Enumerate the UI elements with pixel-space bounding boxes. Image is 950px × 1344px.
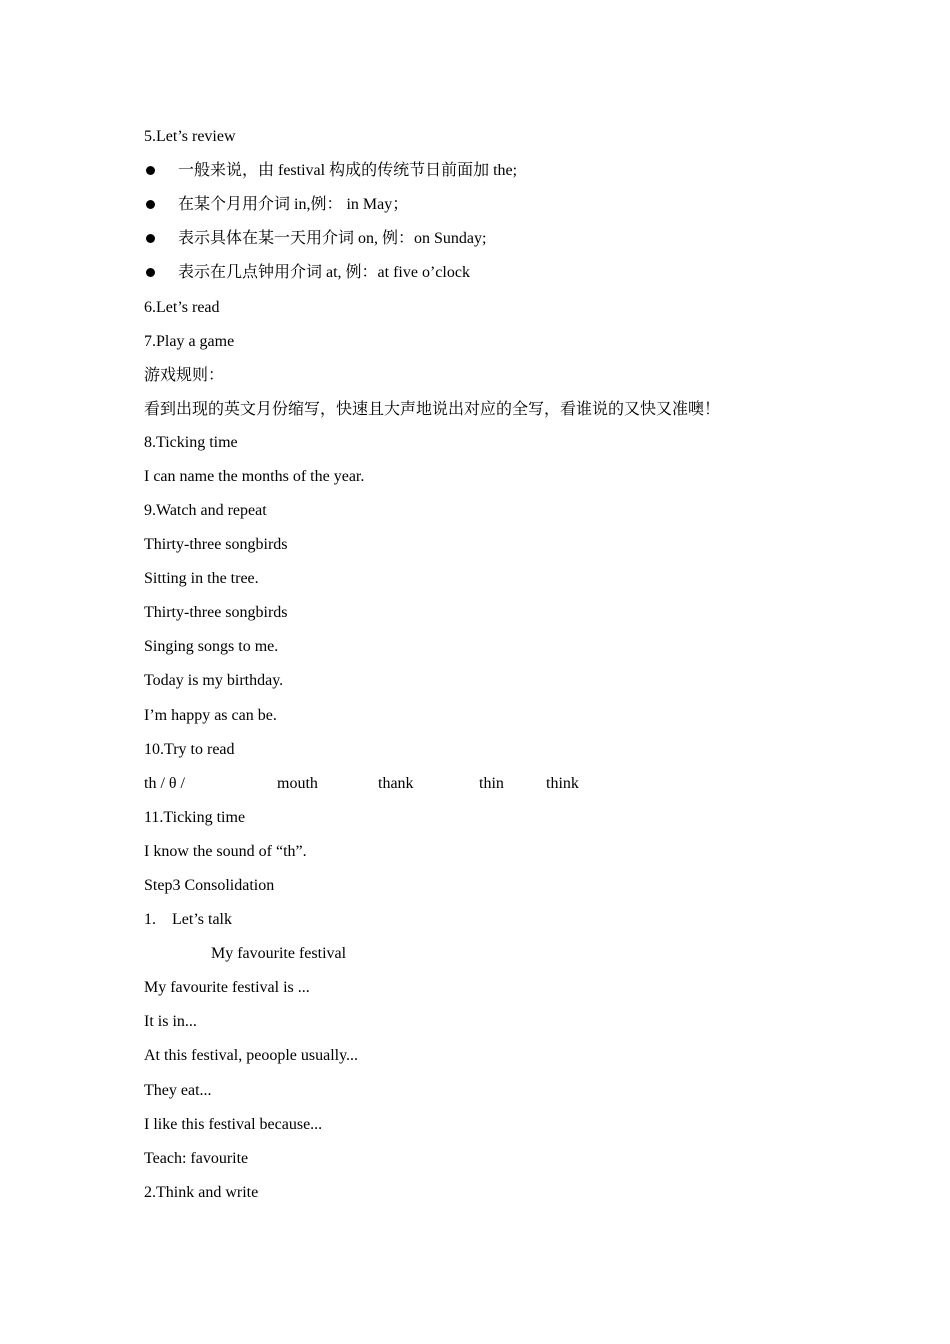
talk-line: At this festival, peoople usually... [144,1047,359,1064]
step3-heading: Step3 Consolidation [144,877,275,894]
watch-heading: 9.Watch and repeat [144,502,267,519]
chant-line: Sitting in the tree. [144,570,259,587]
game-rules-text: 看到出现的英文月份缩写，快速且大声地说出对应的全写，看谁说的又快又准噢！ [144,401,721,418]
review-heading: 5.Let’s review [144,128,236,145]
talk-title: My favourite festival [211,945,347,962]
bullet-icon [146,166,155,175]
game-rules-label: 游戏规则： [144,367,225,384]
phonics-word: thin [479,775,504,792]
review-bullet: 表示具体在某一天用介词 on, 例：on Sunday; [178,230,487,247]
game-heading: 7.Play a game [144,333,235,350]
talk-line: It is in... [144,1013,197,1030]
read-heading: 6.Let’s read [144,299,220,316]
chant-line: I’m happy as can be. [144,707,277,724]
phonics-sound: th / θ / [144,775,185,792]
chant-line: Thirty-three songbirds [144,536,288,553]
chant-line: Thirty-three songbirds [144,604,288,621]
phonics-word: mouth [277,775,318,792]
talk-line: I like this festival because... [144,1116,323,1133]
talk-line: My favourite festival is ... [144,979,310,996]
review-bullet: 一般来说，由 festival 构成的传统节日前面加 the; [178,162,518,179]
ticking-time-text: I know the sound of “th”. [144,843,307,860]
ticking-time-heading: 8.Ticking time [144,434,238,451]
chant-line: Today is my birthday. [144,672,284,689]
ticking-time-text: I can name the months of the year. [144,468,365,485]
phonics-word: think [546,775,579,792]
chant-line: Singing songs to me. [144,638,279,655]
phonics-word: thank [378,775,414,792]
think-write-heading: 2.Think and write [144,1184,259,1201]
bullet-icon [146,234,155,243]
talk-number: 1. [144,911,156,928]
bullet-icon [146,200,155,209]
review-bullet: 表示在几点钟用介词 at, 例：at five o’clock [178,264,470,281]
talk-label: Let’s talk [172,911,232,928]
talk-line: Teach: favourite [144,1150,249,1167]
bullet-icon [146,268,155,277]
try-read-heading: 10.Try to read [144,741,235,758]
review-bullet: 在某个月用介词 in,例： in May； [178,196,409,213]
talk-line: They eat... [144,1082,212,1099]
ticking-time-heading: 11.Ticking time [144,809,246,826]
